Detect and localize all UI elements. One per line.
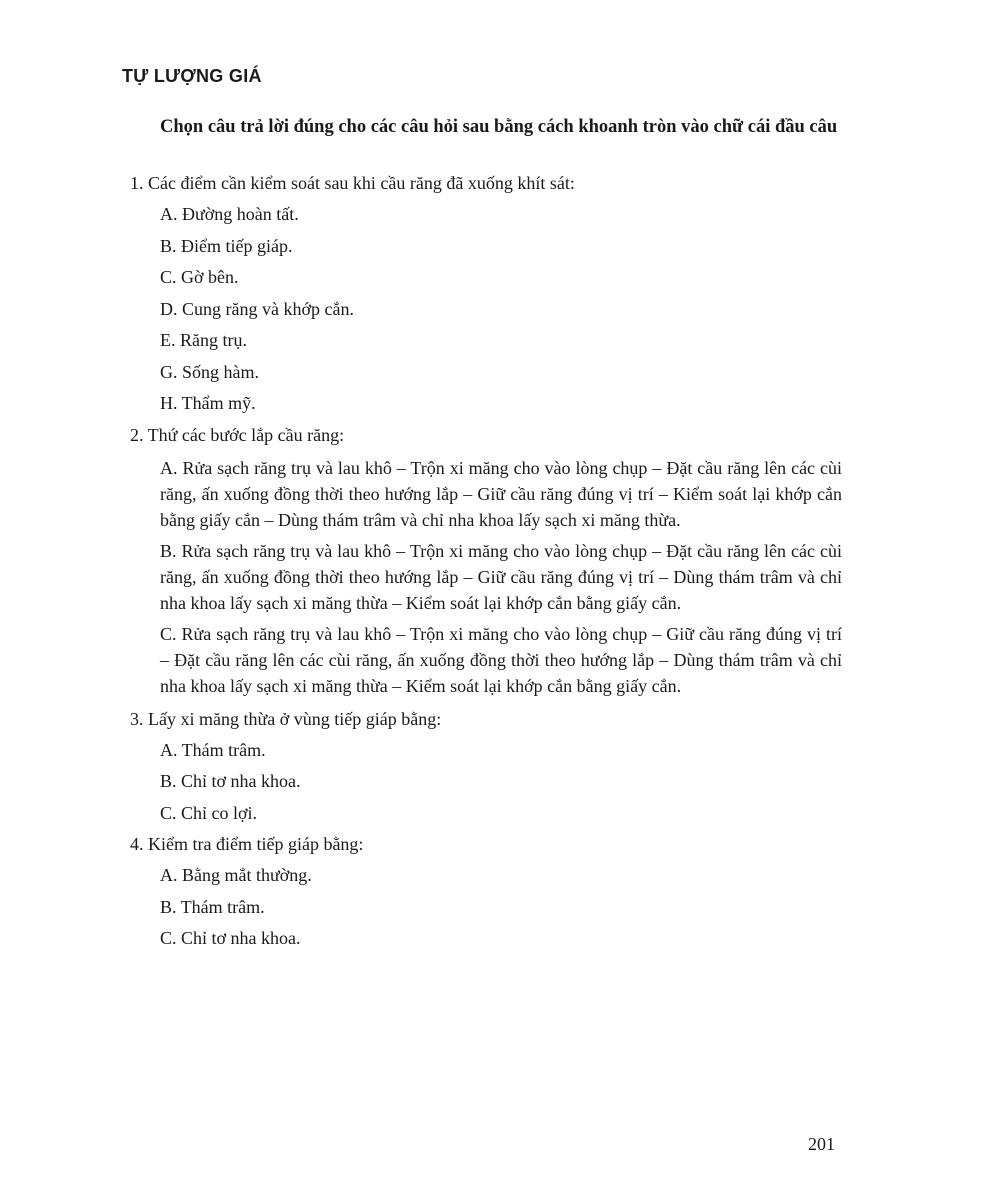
option-a: A. Đường hoàn tất. [160,204,299,224]
option-b: B. Chỉ tơ nha khoa. [160,771,301,791]
question-4 [130,829,842,955]
option-g: G. Sống hàm. [160,361,259,382]
question-list [130,168,842,955]
option-c: C. Chỉ co lợi. [160,802,258,823]
question-text: 1. Các điểm cần kiểm soát sau khi cầu răng đã xuống khít sát: [130,173,575,193]
option-b: B. Thám trâm. [160,896,265,917]
option-b: B. Điểm tiếp giáp. [160,235,293,256]
page-number: 201 [808,1134,835,1154]
instruction-text: Chọn câu trả lời đúng cho các câu hỏi sau bằng cách khoanh tròn vào chữ cái đầu câu [160,117,838,137]
option-h: H. Thẩm mỹ. [160,393,256,413]
option-a: A. Bằng mắt thường. [160,865,312,885]
option-e: E. Răng trụ. [160,330,247,350]
option-a: A. Thám trâm. [160,739,266,760]
option-c: C. Gờ bên. [160,267,239,287]
option-a: A. Rửa sạch răng trụ và lau khô – Trộn xi măng cho vào lòng chụp – Đặt cầu răng lên các cùi răng, ấn xuống đồng thời theo hướng lắp – Giữ cầu răng đúng vị trí – Kiểm soát lại khớp cắn bằng giấy cắn – Dùng thám trâm và chỉ nha khoa lấy sạch xi măng thừa. [160,457,842,530]
question-text: 2. Thứ các bước lắp cầu răng: [130,424,345,445]
option-c: C. Chỉ tơ nha khoa. [160,928,301,948]
section-title: TỰ LƯỢNG GIÁ [122,66,262,86]
option-b: B. Rửa sạch răng trụ và lau khô – Trộn xi măng cho vào lòng chụp – Đặt cầu răng lên các cùi răng, ấn xuống đồng thời theo hướng lắp – Giữ cầu răng đúng vị trí – Dùng thám trâm và chỉ nha khoa lấy sạch xi măng thừa – Kiểm soát lại khớp cắn bằng giấy cắn. [160,540,842,613]
question-2 [130,420,842,699]
question-1 [130,168,842,420]
question-text: 4. Kiểm tra điểm tiếp giáp bằng: [130,834,364,854]
question-text: 3. Lấy xi măng thừa ở vùng tiếp giáp bằng: [130,708,442,729]
question-3 [130,704,842,830]
option-group [130,451,842,699]
option-c: C. Rửa sạch răng trụ và lau khô – Trộn xi măng cho vào lòng chụp – Giữ cầu răng đúng vị trí – Đặt cầu răng lên các cùi răng, ấn xuống đồng thời theo hướng lắp – Dùng thám trâm và chỉ nha khoa lấy sạch xi măng thừa – Kiểm soát lại khớp cắn bằng giấy cắn. [160,623,842,696]
option-d: D. Cung răng và khớp cắn. [160,298,354,319]
